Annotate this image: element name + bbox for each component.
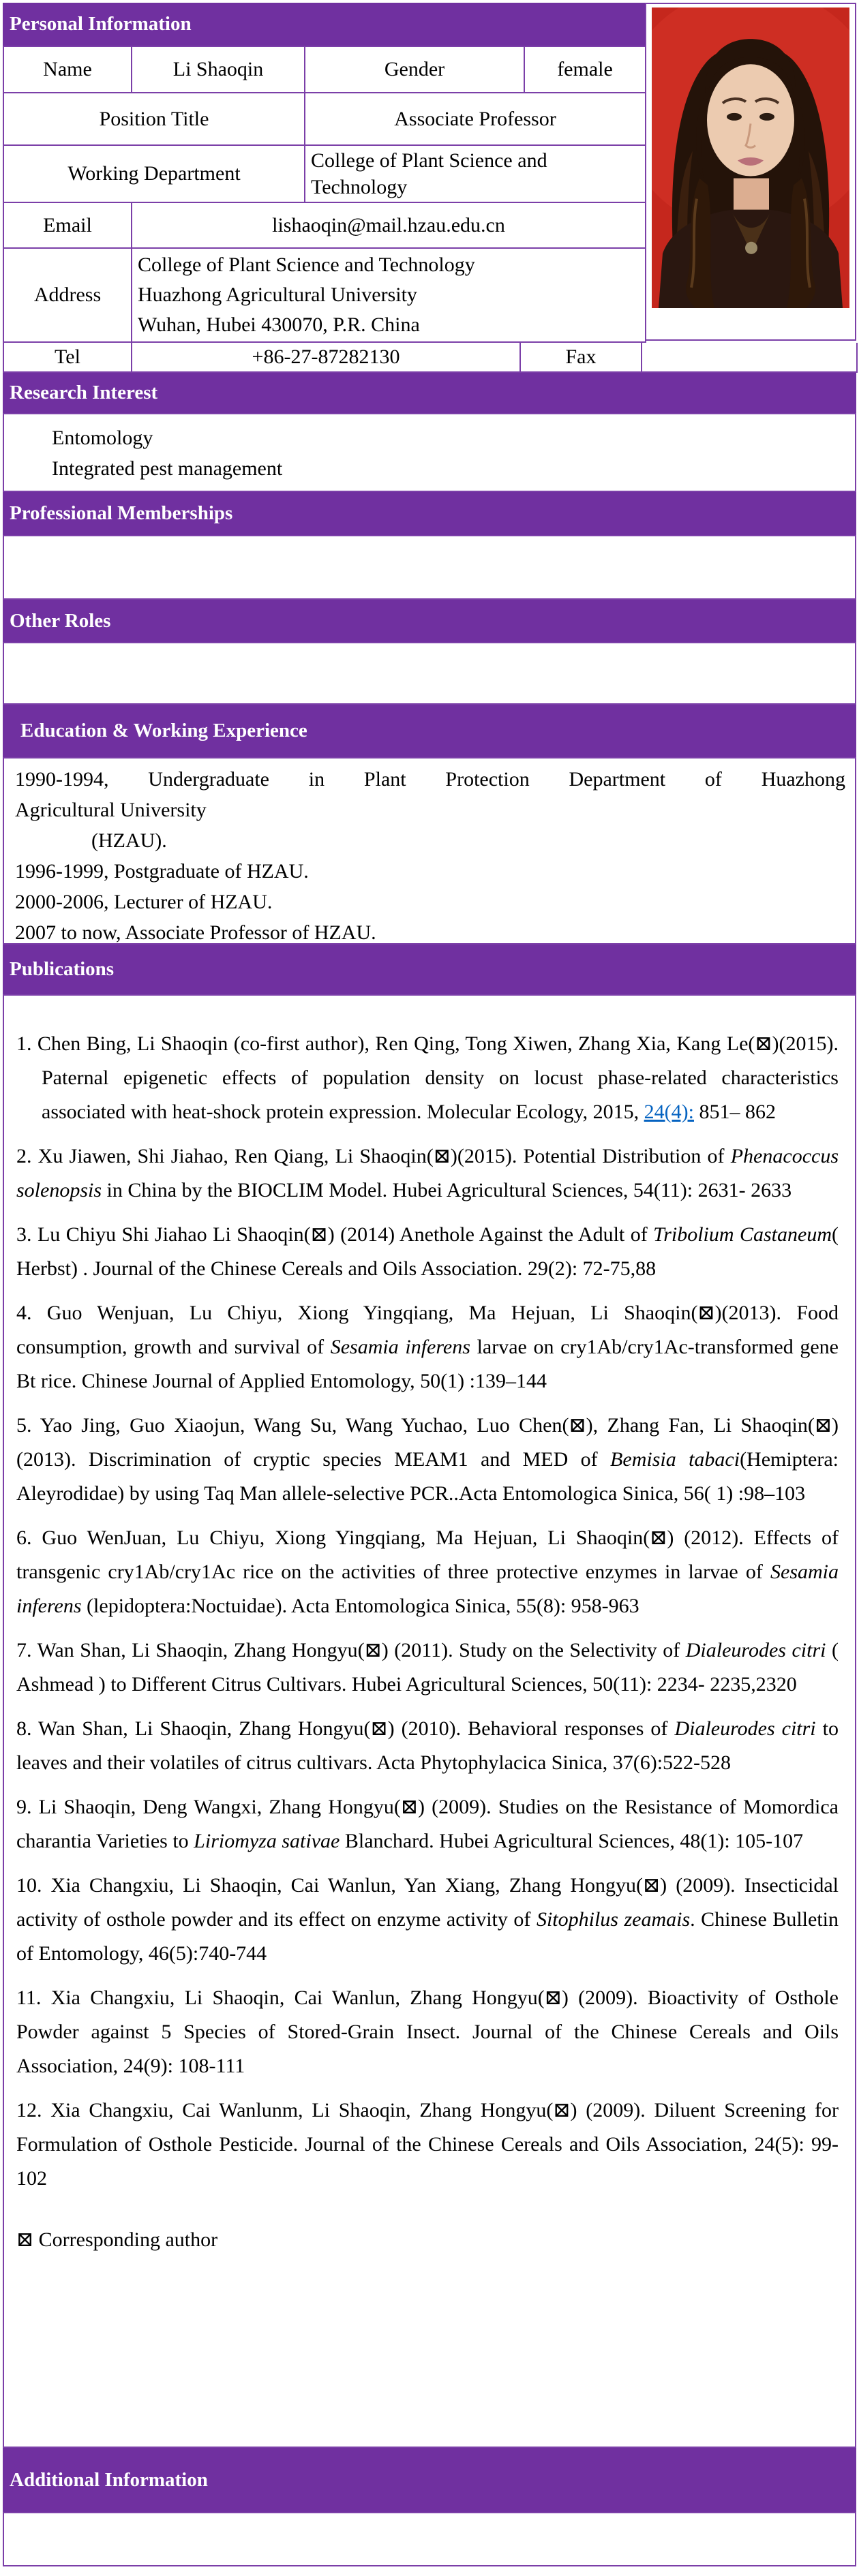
publication-item	[16, 1409, 839, 1511]
additional-information-header: Additional Information	[3, 2448, 856, 2512]
research-interest-item: Entomology	[52, 427, 153, 449]
publication-text: ( Herbst) . Journal of the Chinese Cereals and Oils Association. 29(2): 72-75,88	[16, 1223, 839, 1280]
corresponding-author-note: ⊠ Corresponding author	[16, 2228, 218, 2251]
species-name-italic: Liriomyza sativae	[194, 1830, 340, 1852]
publication-text: 10. Xia Changxiu, Li Shaoqin, Cai Wanlun, Yan Xiang, Zhang Hongyu(⊠) (2009). Insecticidal activity of osthole powder and its effect on enzyme activity of	[16, 1874, 839, 1931]
publication-text: 4. Guo Wenjuan, Lu Chiyu, Xiong Yingqiang, Ma Hejuan, Li Shaoqin(⊠)(2013). Food consumption, growth and survival of	[16, 1302, 839, 1358]
fax-value	[642, 343, 857, 372]
publication-item	[16, 1296, 839, 1398]
species-name-italic: Tribolium Castaneum	[653, 1223, 832, 1246]
table-row	[3, 46, 646, 93]
other-roles-content	[3, 642, 856, 705]
publication-text: . Chinese Bulletin of Entomology, 46(5):740-744	[16, 1908, 839, 1965]
additional-information-content	[3, 2512, 856, 2566]
education-line: 2000-2006, Lecturer of HZAU.	[15, 891, 273, 913]
publication-text: larvae on cry1Ab/cry1Ac-transformed gene Bt rice. Chinese Journal of Applied Entomology, 50(1) :139–144	[16, 1336, 839, 1392]
publication-text: to leaves and their volatiles of citrus cultivars. Acta Phytophylacica Sinica, 37(6):522-528	[16, 1717, 839, 1774]
personal-info-table	[3, 46, 646, 343]
publication-item	[16, 1521, 839, 1623]
publication-text: 3. Lu Chiyu Shi Jiahao Li Shaoqin(⊠) (2014) Anethole Against the Adult of	[16, 1223, 654, 1246]
gender-label: Gender	[305, 46, 524, 93]
species-name-italic: Sesamia inferens	[330, 1336, 470, 1358]
email-label: Email	[3, 202, 132, 248]
publication-text: 5. Yao Jing, Guo Xiaojun, Wang Su, Wang Yuchao, Luo Chen(⊠), Zhang Fan, Li Shaoqin(⊠) (2013). Discrimination of cryptic species MEAM1 and MED of	[16, 1414, 839, 1471]
table-row	[3, 202, 646, 248]
profile-photo	[652, 7, 849, 308]
research-interest-item: Integrated pest management	[52, 457, 283, 480]
personal-info-header: Personal Information	[3, 3, 645, 46]
education-line: (HZAU).	[91, 829, 167, 852]
species-name-italic: Sitophilus zeamais	[536, 1908, 691, 1931]
publication-item	[16, 1712, 839, 1780]
table-row	[3, 145, 646, 202]
publication-text: 9. Li Shaoqin, Deng Wangxi, Zhang Hongyu(⊠) (2009). Studies on the Resistance of Momordica charantia Varieties to	[16, 1796, 839, 1852]
publication-item	[16, 1027, 839, 1129]
education-line: 1996-1999, Postgraduate of HZAU.	[15, 860, 309, 883]
address-line: College of Plant Science and Technology	[138, 254, 475, 276]
address-line: Wuhan, Hubei 430070, P.R. China	[138, 313, 420, 336]
species-name-italic: Dialeurodes citri	[685, 1639, 826, 1661]
publication-text: 12. Xia Changxiu, Cai Wanlunm, Li Shaoqin, Zhang Hongyu(⊠) (2009). Diluent Screening for Formulation of Osthole Pesticide. Journal of the Chinese Cereals and Oils Association, 24(5): 99-102	[16, 2099, 839, 2190]
table-row	[3, 343, 857, 372]
working-department-label: Working Department	[3, 145, 305, 202]
working-department-value: College of Plant Science and Technology	[305, 145, 646, 202]
professional-memberships-header: Professional Memberships	[3, 492, 856, 535]
publication-text: in China by the BIOCLIM Model. Hubei Agricultural Sciences, 54(11): 2631- 2633	[102, 1179, 792, 1201]
publication-item	[16, 2094, 839, 2196]
publication-text: 6. Guo WenJuan, Lu Chiyu, Xiong Yingqiang, Ma Hejuan, Li Shaoqin(⊠) (2012). Effects of transgenic cry1Ab/cry1Ac rice on the activities of three protective enzymes in larvae of	[16, 1527, 839, 1583]
publication-item	[16, 1790, 839, 1858]
education-line: 2007 to now, Associate Professor of HZAU.	[15, 921, 376, 944]
education-header: Education & Working Experience	[3, 705, 856, 757]
table-row	[3, 93, 646, 145]
position-title-label: Position Title	[3, 93, 305, 145]
publications-header: Publications	[3, 945, 856, 994]
publication-text: (lepidoptera:Noctuidae). Acta Entomologica Sinica, 55(8): 958-963	[81, 1595, 639, 1617]
fax-label: Fax	[520, 343, 642, 372]
publication-item	[16, 1634, 839, 1702]
education-content	[3, 757, 856, 945]
publication-text: ( Ashmead ) to Different Citrus Cultivars. Hubei Agricultural Sciences, 50(11): 2234- 2235,2320	[16, 1639, 839, 1696]
other-roles-header: Other Roles	[3, 600, 856, 642]
publications-list	[16, 1027, 839, 2196]
species-name-italic: Bemisia tabaci	[610, 1448, 740, 1471]
species-name-italic: Sesamia inferens	[16, 1561, 839, 1617]
education-line: Agricultural University	[15, 799, 207, 821]
publication-text: 2. Xu Jiawen, Shi Jiahao, Ren Qiang, Li Shaoqin(⊠)(2015). Potential Distribution of	[16, 1145, 731, 1167]
publication-text: 11. Xia Changxiu, Li Shaoqin, Cai Wanlun, Zhang Hongyu(⊠) (2009). Bioactivity of Osthole Powder against 5 Species of Stored-Grain Insect. Journal of the Chinese Cereals and Oils Association, 24(9): 108-111	[16, 1987, 839, 2077]
photo-cell	[645, 3, 856, 341]
species-name-italic: Dialeurodes citri	[674, 1717, 816, 1740]
address-line: Huazhong Agricultural University	[138, 283, 417, 306]
tel-label: Tel	[3, 343, 132, 372]
research-interest-content	[3, 413, 856, 492]
education-line: 1990-1994, Undergraduate in Plant Protection Department of Huazhong	[15, 768, 845, 791]
name-label: Name	[3, 46, 132, 93]
professional-memberships-content	[3, 535, 856, 600]
journal-issue-link[interactable]: 24(4):	[644, 1101, 694, 1123]
position-title-value: Associate Professor	[305, 93, 646, 145]
publication-item	[16, 1139, 839, 1208]
publication-text: Blanchard. Hubei Agricultural Sciences, 48(1): 105-107	[340, 1830, 804, 1852]
publication-item	[16, 1218, 839, 1286]
address-label: Address	[3, 248, 132, 342]
publication-item	[16, 1869, 839, 1971]
publication-text: 1. Chen Bing, Li Shaoqin (co-first author), Ren Qing, Tong Xiwen, Zhang Xia, Kang Le(⊠)(2015). Paternal epigenetic effects of population density on locust phase-related characteristics associated with heat-shock protein expression. Molecular Ecology, 2015,	[16, 1032, 839, 1123]
tel-row	[3, 343, 858, 373]
email-value: lishaoqin@mail.hzau.edu.cn	[132, 202, 646, 248]
research-interest-header: Research Interest	[3, 373, 856, 413]
species-name-italic: Phenacoccus solenopsis	[16, 1145, 839, 1201]
publication-text: 8. Wan Shan, Li Shaoqin, Zhang Hongyu(⊠) (2010). Behavioral responses of	[16, 1717, 675, 1740]
publications-content	[3, 994, 856, 2448]
publication-text: 851– 862	[693, 1101, 776, 1123]
publication-text: (Hemiptera: Aleyrodidae) by using Taq Man allele-selective PCR..Acta Entomologica Sinica, 56( 1) :98–103	[16, 1448, 839, 1505]
name-value: Li Shaoqin	[132, 46, 305, 93]
publication-item	[16, 1981, 839, 2083]
table-row	[3, 248, 646, 342]
address-value	[132, 248, 646, 342]
tel-value: +86-27-87282130	[132, 343, 520, 372]
personal-info-section	[3, 3, 856, 343]
gender-value: female	[524, 46, 646, 93]
publication-text: 7. Wan Shan, Li Shaoqin, Zhang Hongyu(⊠) (2011). Study on the Selectivity of	[16, 1639, 686, 1661]
